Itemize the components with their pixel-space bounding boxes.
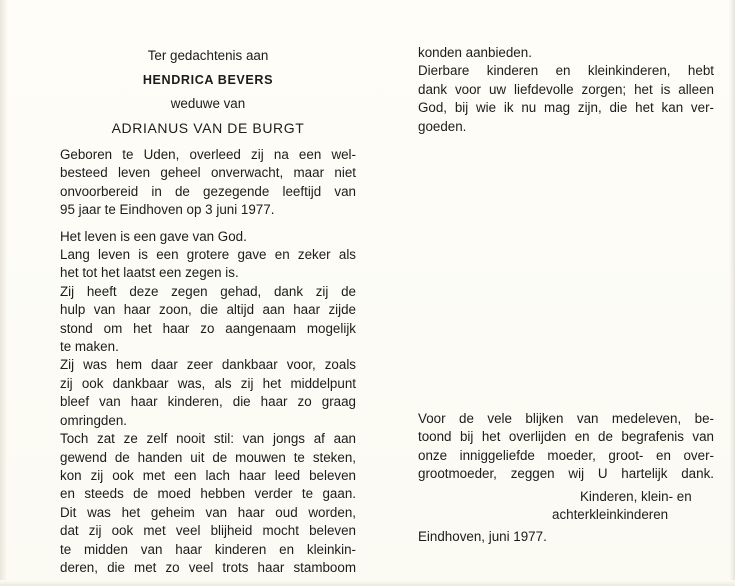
thanks-line: toond bij het overlijden en de begrafenis van [418, 429, 714, 445]
poem-line: omringden. [60, 412, 127, 428]
card-left-edge [0, 0, 8, 586]
poem-line: hulp van haar zoon, die altijd aan haar zijde [60, 302, 356, 318]
signature-line: Kinderen, klein- en [580, 489, 692, 504]
poem-line: Toch zat ze zelf nooit stil: van jongs af aan [60, 431, 356, 447]
poem-line: bleef van haar kinderen, die haar zo graag [60, 394, 356, 410]
poem-line: deren, die met zo veel trots haar stamboom [60, 559, 356, 575]
place-date: Eindhoven, juni 1977. [418, 529, 547, 544]
poem-paragraph [60, 228, 356, 578]
poem-line: stond om het haar zo aangenaam mogelijk [60, 320, 356, 336]
continuation-line: konden aanbieden. [418, 45, 532, 60]
continuation-line: goeden. [418, 118, 467, 134]
poem-line: kon zij ook met een lach haar leed beleven [60, 467, 356, 483]
bio-paragraph [60, 146, 356, 220]
thanks-line: grootmoeder, zeggen wij U hartelijk dank. [418, 466, 714, 482]
continuation-line: dank voor uw liefdevolle zorgen; het is alleen [418, 81, 714, 97]
signature [552, 488, 722, 525]
poem-line: het tot het laatst een zegen is. [60, 265, 239, 281]
bio-line: 95 jaar te Eindhoven op 3 juni 1977. [60, 202, 275, 218]
bio-line: Geboren te Uden, overleed zij na een wel- [60, 147, 356, 162]
poem-line: dat zij ook met veel blijheid mocht beleven [60, 523, 356, 539]
thanks-paragraph [418, 410, 714, 484]
poem-line: Het leven is een gave van God. [60, 228, 247, 244]
poem-line: Zij heeft deze zegen gehad, dank zij de [60, 283, 356, 299]
bio-line: besteed leven geheel onverwacht, maar niet [60, 165, 356, 181]
widow-of-text: weduwe van [170, 96, 246, 111]
poem-line: gewend de handen uit de mouwen te steken, [60, 449, 356, 465]
signature-line: achterkleinkinderen [552, 507, 669, 523]
thanks-line: Voor de vele blijken van medeleven, be- [418, 411, 714, 426]
poem-line: Dit was het geheim van haar oud worden, [60, 504, 356, 520]
poem-line: Lang leven is een grotere gave en zeker als [60, 247, 356, 263]
poem-line: en steeds de moed hebben verder te gaan. [60, 486, 356, 502]
poem-line: te midden van haar kinderen en kleinkin- [60, 541, 356, 557]
thanks-line: onze inniggeliefde moeder, groot- en over- [418, 447, 714, 463]
bio-line: onvoorbereid in de gezegende leeftijd van [60, 183, 356, 199]
left-page [60, 44, 356, 577]
card-bottom-edge [0, 580, 735, 586]
continuation-line: Dierbare kinderen en kleinkinderen, hebt [418, 63, 714, 79]
husband-name: ADRIANUS VAN DE BURGT [111, 120, 305, 136]
poem-line: te maken. [60, 339, 119, 355]
deceased-name: HENDRICA BEVERS [142, 73, 274, 87]
poem-line: Zij was hem daar zeer dankbaar voor, zoals [60, 357, 356, 373]
continuation-line: God, bij wie ik nu mag zijn, die het kan ver- [418, 100, 714, 116]
poem-line: zij ook dankbaar was, als zij het middelpunt [60, 375, 356, 391]
card-right-edge [729, 0, 735, 586]
memorial-heading: Ter gedachtenis aan [147, 48, 269, 63]
right-page [418, 44, 714, 136]
